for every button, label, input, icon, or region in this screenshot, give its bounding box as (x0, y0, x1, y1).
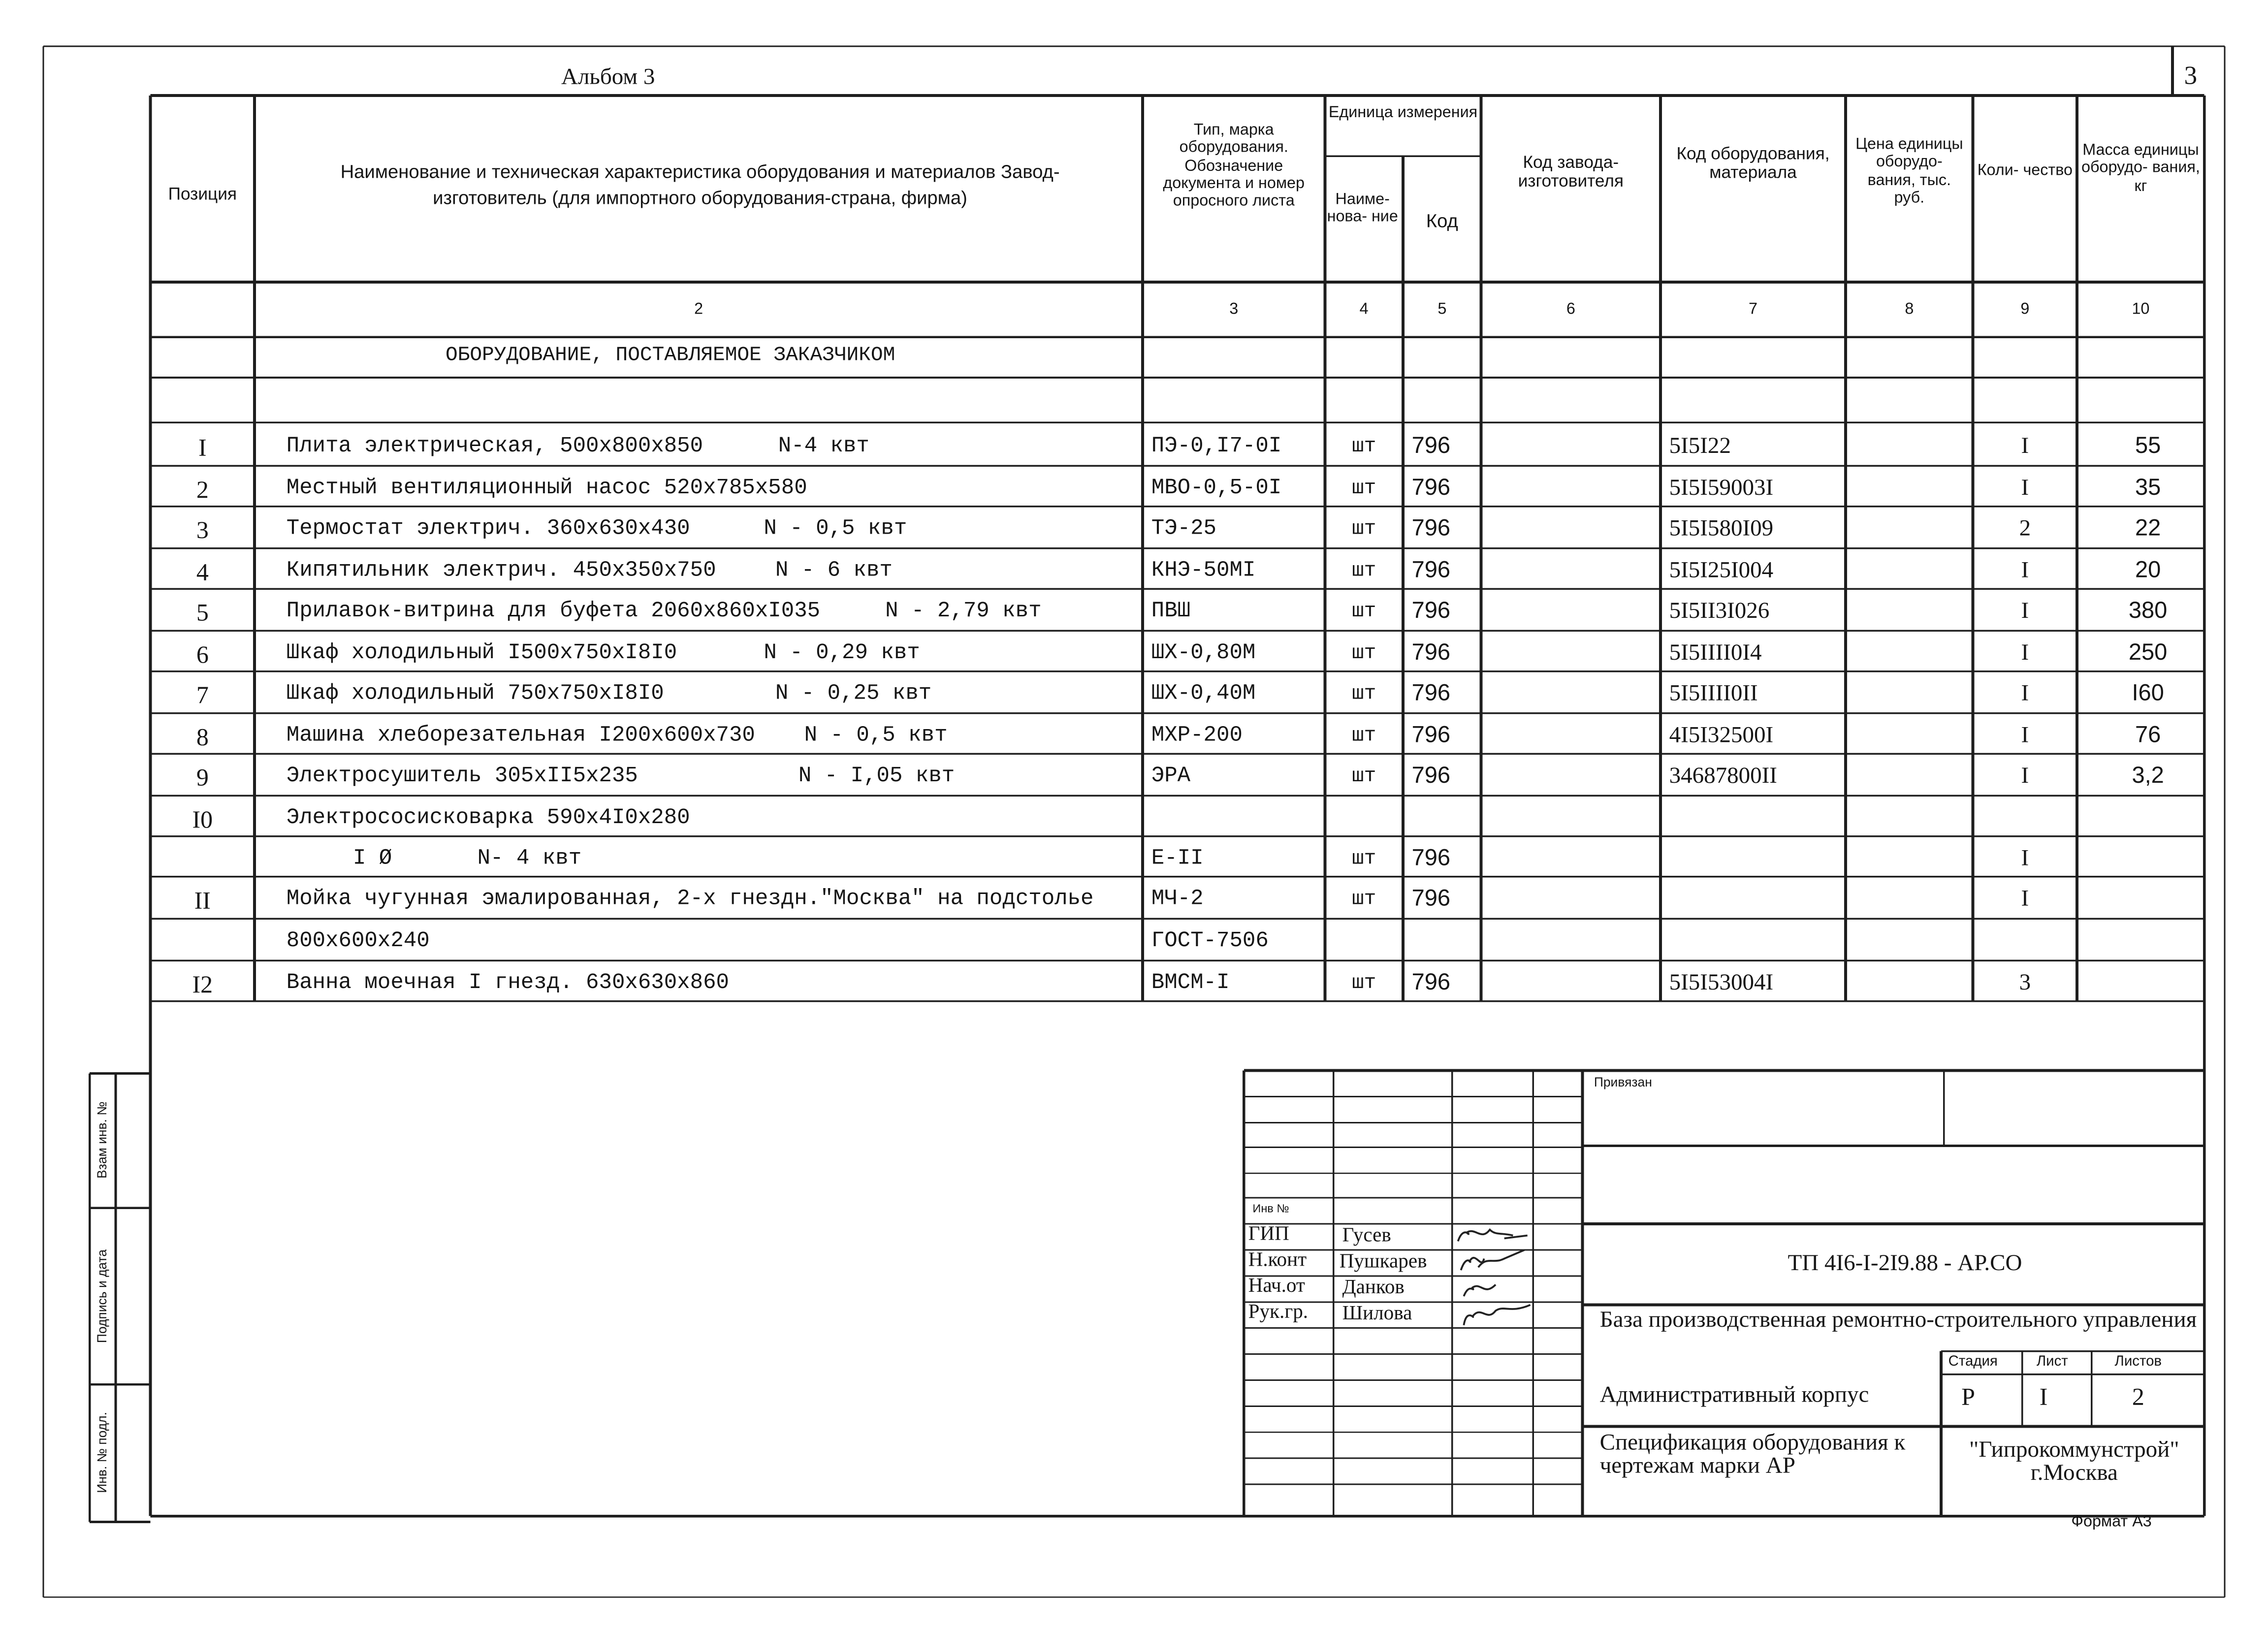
row-unit-code: 796 (1411, 476, 1451, 501)
row-mass: 380 (2128, 599, 2168, 624)
row-name: Электрососисковарка 590х4I0х280 (286, 805, 690, 830)
row-name: Машина хлеборезательная I200х600х730 (286, 723, 755, 748)
row-mass: 35 (2135, 476, 2161, 501)
row-mass: 76 (2135, 723, 2161, 748)
row-unit-code: 796 (1411, 516, 1451, 542)
col-number: 3 (1229, 301, 1239, 319)
row-power: N - I,05 квт (798, 764, 955, 789)
row-power: N - 6 квт (775, 558, 893, 583)
row-name: 800х600х240 (286, 928, 430, 954)
document-code: ТП 4I6-I-2I9.88 - АР.СО (1788, 1251, 2022, 1276)
row-equip-code: 5I5IIII0II (1669, 681, 1758, 706)
stamp-label: Взам инв. № (95, 1101, 109, 1179)
privyazan-label: Привязан (1594, 1075, 1652, 1089)
row-type: КНЭ-50МI (1151, 558, 1256, 583)
col-number: 4 (1359, 301, 1369, 319)
album-label: Альбом 3 (561, 65, 655, 90)
row-mass: I60 (2132, 681, 2164, 706)
row-mass: 20 (2135, 558, 2161, 583)
row-mass: 22 (2135, 516, 2161, 542)
row-qty: I (2021, 434, 2029, 459)
row-unit: шт (1351, 560, 1376, 583)
sheet-value: I (2039, 1383, 2048, 1411)
stamp-label: Инв. № подл. (95, 1412, 109, 1493)
row-type: ГОСТ-7506 (1151, 928, 1269, 954)
col-header-mass: Масса единицы оборудо- вания, кг (2081, 141, 2200, 195)
row-name: Мойка чугунная эмалированная, 2-х гнездн."Москва" на подстолье (286, 887, 1094, 912)
row-unit-code: 796 (1411, 846, 1451, 871)
stamp-label: Подпись и дата (95, 1249, 109, 1343)
row-qty: I (2021, 846, 2029, 871)
row-power: N - 0,25 квт (775, 681, 932, 706)
row-type: МЧ-2 (1151, 887, 1204, 912)
section-title: ОБОРУДОВАНИЕ, ПОСТАВЛЯЕМОЕ ЗАКАЗЧИКОМ (445, 344, 895, 368)
row-unit: шт (1351, 435, 1376, 459)
row-power: N-4 квт (778, 434, 869, 459)
row-unit-code: 796 (1411, 599, 1451, 624)
row-type: ПЭ-0,I7-0I (1151, 434, 1282, 459)
row-qty: I (2021, 476, 2029, 501)
row-name: Электросушитель 305хII5х235 (286, 764, 638, 789)
stage-value: Р (1961, 1383, 1975, 1411)
row-position: 7 (196, 681, 209, 709)
role-label: Рук.гр. (1248, 1302, 1309, 1324)
row-unit: шт (1351, 725, 1376, 748)
row-position: 8 (196, 723, 209, 751)
row-qty: I (2021, 887, 2029, 912)
row-unit: шт (1351, 888, 1376, 912)
role-label: Н.конт (1248, 1250, 1307, 1272)
row-mass: 3,2 (2132, 764, 2164, 789)
signer-name: Гусев (1342, 1225, 1391, 1247)
col-header-factory-code: Код завода- изготовителя (1518, 152, 1624, 192)
col-number: 9 (2020, 301, 2030, 319)
col-header-pos: Позиция (168, 184, 237, 204)
row-type: ТЭ-25 (1151, 516, 1217, 542)
row-type: ВМСМ-I (1151, 970, 1230, 995)
row-position: 2 (196, 476, 209, 504)
row-power: N - 2,79 квт (885, 599, 1042, 624)
row-unit-code: 796 (1411, 681, 1451, 706)
row-name: Кипятильник электрич. 450х350х750 (286, 558, 716, 583)
row-unit-code: 796 (1411, 887, 1451, 912)
row-name: I Ø (352, 846, 392, 871)
row-unit-code: 796 (1411, 764, 1451, 789)
row-position: I2 (192, 970, 213, 998)
row-qty: I (2021, 640, 2029, 666)
row-equip-code: 5I5I59003I (1669, 476, 1774, 501)
row-power: N - 0,29 квт (764, 640, 920, 666)
row-unit: шт (1351, 848, 1376, 871)
row-name: Плита электрическая, 500х800х850 (286, 434, 703, 459)
row-name: Прилавок-витрина для буфета 2060х860хI035 (286, 599, 821, 624)
row-mass: 55 (2135, 434, 2161, 459)
row-position: 5 (196, 599, 209, 627)
row-unit: шт (1351, 518, 1376, 542)
row-type: Е-II (1151, 846, 1204, 871)
row-qty: I (2021, 723, 2029, 748)
row-unit: шт (1351, 972, 1376, 995)
row-position: 4 (196, 558, 209, 586)
row-type: ЭРА (1151, 764, 1191, 789)
col-header-qty: Коли- чество (1977, 162, 2073, 180)
row-equip-code: 5I5II3I026 (1669, 599, 1770, 624)
row-position: 9 (196, 764, 209, 792)
row-name: Ванна моечная I гнезд. 630х630х860 (286, 970, 730, 995)
role-label: ГИП (1248, 1224, 1289, 1246)
col-number: 8 (1905, 301, 1914, 319)
row-position: I (198, 434, 207, 462)
stage-label: Стадия (1948, 1354, 1998, 1370)
sheets-value: 2 (2132, 1383, 2144, 1411)
building-name: Административный корпус (1599, 1383, 1869, 1408)
signer-name: Шилова (1342, 1303, 1412, 1325)
col-number: 10 (2132, 301, 2150, 319)
row-type: ШХ-0,40М (1151, 681, 1256, 706)
signatures (1446, 1221, 1562, 1337)
row-name: Шкаф холодильный I500х750хI8I0 (286, 640, 677, 666)
col-number: 5 (1437, 301, 1447, 319)
col-header-unit-group: Единица измерения (1328, 104, 1478, 122)
row-name: Шкаф холодильный 750х750хI8I0 (286, 681, 664, 706)
row-position: I0 (192, 805, 213, 833)
organization: "Гипрокоммунстрой" г.Москва (1969, 1438, 2179, 1486)
row-position: 3 (196, 516, 209, 544)
row-unit-code: 796 (1411, 558, 1451, 583)
signer-name: Пушкарев (1339, 1251, 1427, 1274)
col-header-equip-code: Код оборудования, материала (1676, 143, 1830, 183)
row-equip-code: 5I5I580I09 (1669, 516, 1774, 542)
row-qty: I (2021, 558, 2029, 583)
row-power: N - 0,5 квт (804, 723, 948, 748)
row-power: N - 0,5 квт (764, 516, 907, 542)
col-header-unit-code: Код (1426, 210, 1458, 232)
row-equip-code: 5I5I22 (1669, 434, 1731, 459)
row-qty: 2 (2019, 516, 2031, 542)
inv-no-label: Инв № (1252, 1202, 1289, 1215)
row-name: Местный вентиляционный насос 520х785х580 (286, 476, 807, 501)
row-type: ПВШ (1151, 599, 1191, 624)
row-equip-code: 34687800II (1669, 764, 1777, 789)
signer-name: Данков (1342, 1277, 1405, 1299)
row-qty: I (2021, 599, 2029, 624)
row-name: Термостат электрич. 360х630х430 (286, 516, 690, 542)
row-qty: I (2021, 764, 2029, 789)
row-position: II (194, 887, 211, 915)
page-number: 3 (2184, 61, 2198, 90)
row-qty: I (2021, 681, 2029, 706)
sheet-title: Спецификация оборудования к чертежам марки АР (1599, 1431, 1906, 1479)
row-unit-code: 796 (1411, 640, 1451, 666)
col-header-name: Наименование и техническая характеристика оборудования и материалов Завод-изготовитель (для импортного оборудования-страна, фирма) (340, 160, 1060, 208)
row-unit: шт (1351, 765, 1376, 789)
row-equip-code: 5I5IIII0I4 (1669, 640, 1762, 666)
row-equip-code: 4I5I32500I (1669, 723, 1774, 748)
row-equip-code: 5I5I53004I (1669, 970, 1774, 995)
row-unit-code: 796 (1411, 970, 1451, 995)
sheets-label: Листов (2114, 1354, 2162, 1370)
role-label: Нач.от (1248, 1276, 1305, 1298)
row-equip-code: 5I5I25I004 (1669, 558, 1774, 583)
row-unit: шт (1351, 600, 1376, 624)
col-header-type: Тип, марка оборудования. Обозначение документа и номер опросного листа (1163, 121, 1305, 210)
col-number: 2 (694, 301, 703, 319)
format-label: Формат А3 (2071, 1513, 2152, 1531)
row-unit-code: 796 (1411, 434, 1451, 459)
row-type: МВО-0,5-0I (1151, 476, 1282, 501)
col-header-unit-name: Наиме- нова- ние (1327, 191, 1398, 226)
col-header-price: Цена единицы оборудо- вания, тыс. руб. (1855, 136, 1963, 207)
sheet-label: Лист (2036, 1354, 2068, 1370)
row-unit: шт (1351, 477, 1376, 501)
project-name: База производственная ремонтно-строительного управления (1599, 1308, 2197, 1333)
row-unit-code: 796 (1411, 723, 1451, 748)
col-number: 6 (1566, 301, 1575, 319)
row-type: ШХ-0,80М (1151, 640, 1256, 666)
row-position: 6 (196, 640, 209, 669)
row-power: N- 4 квт (477, 846, 582, 871)
row-unit: шт (1351, 642, 1376, 666)
row-qty: 3 (2019, 970, 2031, 995)
row-mass: 250 (2128, 640, 2168, 666)
row-type: МХР-200 (1151, 723, 1243, 748)
row-unit: шт (1351, 683, 1376, 706)
col-number: 7 (1749, 301, 1758, 319)
